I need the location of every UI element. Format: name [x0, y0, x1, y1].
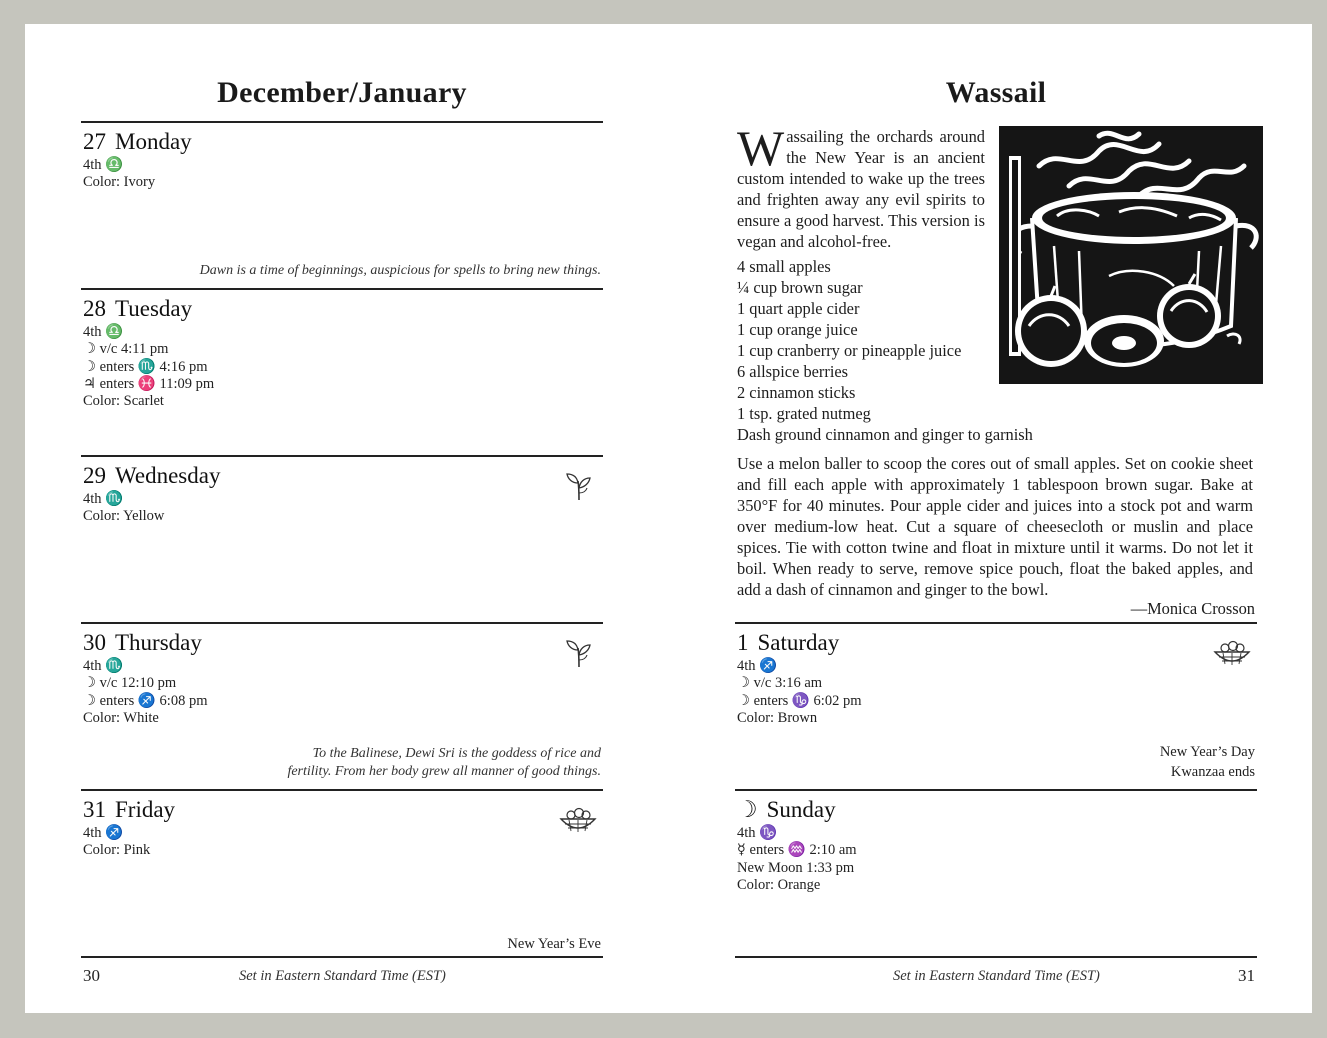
recipe-author: —Monica Crosson [1130, 599, 1255, 618]
day-heading [83, 129, 192, 155]
color-line: Color: Orange [737, 876, 821, 893]
left-page [81, 24, 603, 1013]
moon-phase-line: 4th ♎ [83, 324, 124, 340]
holiday-name: New Year’s Day [1159, 744, 1255, 760]
color-line: Color: Ivory [83, 174, 156, 191]
moon-phase-line: 4th ♐ [737, 658, 778, 674]
page-title: December/January [217, 76, 467, 109]
ingredient: 4 small apples [737, 257, 831, 276]
sprout-icon [565, 471, 593, 501]
day-heading [83, 630, 202, 656]
planet-ingress-line: ☿ enters ♒ 2:10 am [737, 842, 857, 859]
sprout-icon [565, 638, 593, 668]
void-of-course-line: ☽ v/c 3:16 am [737, 675, 823, 692]
day-details [737, 658, 861, 727]
day-details [83, 658, 207, 727]
day-number: 28 [83, 296, 106, 321]
weekday: Thursday [115, 630, 202, 655]
weekday: Sunday [766, 797, 836, 822]
ingredient: 1 quart apple cider [737, 299, 860, 318]
moon-ingress-line: ☽ enters ♑ 6:02 pm [737, 692, 862, 709]
day-heading [83, 296, 192, 322]
day-heading [83, 463, 220, 489]
weekday: Friday [115, 797, 176, 822]
day-entry-29 [81, 457, 603, 623]
book-spread [25, 24, 1312, 1013]
harvest-basket-icon [1213, 640, 1251, 666]
day-number: 31 [83, 797, 106, 822]
new-moon-line: New Moon 1:33 pm [737, 859, 855, 876]
day-entry-2 [735, 791, 1257, 957]
weekday: Tuesday [115, 296, 193, 321]
day-details [83, 491, 164, 526]
recipe-intro [737, 120, 985, 252]
ingredient: 1 tsp. grated nutmeg [737, 404, 871, 423]
day-details [83, 157, 155, 192]
harvest-basket-icon [559, 807, 597, 833]
ingredient: ¼ cup brown sugar [737, 278, 863, 297]
void-of-course-line: ☽ v/c 12:10 pm [83, 675, 177, 692]
day-heading [737, 797, 836, 823]
timezone-footer: Set in Eastern Standard Time (EST) [239, 968, 446, 984]
page-number: 31 [1238, 966, 1255, 985]
note-line: fertility. From her body grew all manner of good things. [287, 764, 601, 779]
day-entry-31 [81, 791, 603, 957]
day-number: 29 [83, 463, 106, 488]
weekday: Wednesday [115, 463, 221, 488]
color-line: Color: Yellow [83, 508, 165, 525]
day-number: ☽ [737, 797, 758, 822]
color-line: Color: Scarlet [83, 393, 164, 410]
ingredient: 1 cup cranberry or pineapple juice [737, 341, 962, 360]
moon-phase-line: 4th ♑ [737, 825, 778, 841]
color-line: Color: Pink [83, 842, 151, 859]
ingredient: 6 allspice berries [737, 362, 849, 381]
recipe-method: Use a melon baller to scoop the cores out of small apples. Set on cookie sheet and fill each apple with approximately 1 tablespoon brown sugar. Bake at 350°F for 40 minutes. Pour apple cider and juices into a stock pot and warm over medium-low heat. Cut a square of cheesecloth or muslin and place spices. Tie with cotton twine and float in mixture until it warms. Do not let it boil. When ready to serve, remove spice pouch, float the baked apples, and add a dash of cinnamon and ginger to the bowl. [737, 454, 1253, 599]
day-heading [83, 797, 175, 823]
day-details [83, 324, 214, 410]
ingredient-list [737, 256, 1077, 445]
moon-ingress-line: ☽ enters ♏ 4:16 pm [83, 358, 208, 375]
intro-first-line: assailing the orchards around [786, 127, 985, 146]
recipe-title: Wassail [945, 76, 1047, 109]
day-details [737, 825, 857, 894]
ingredient: 1 cup orange juice [737, 320, 858, 339]
ingredient: Dash ground cinnamon and ginger to garnish [737, 425, 1033, 444]
moon-phase-line: 4th ♐ [83, 825, 124, 841]
holiday-name: Kwanzaa ends [1170, 764, 1255, 780]
intro-text: the New Year is an ancient custom intended to wake up the trees and frighten away any evil spirits to ensure a good harvest. This version is vegan and alcohol-free. [737, 148, 985, 251]
moon-phase-line: 4th ♎ [83, 157, 124, 173]
right-page [735, 24, 1257, 1013]
day-entry-28 [81, 290, 603, 456]
moon-phase-line: 4th ♏ [83, 491, 124, 507]
divider-rule [81, 956, 603, 958]
weekday: Monday [115, 129, 192, 154]
drop-cap: W [737, 120, 785, 176]
day-number: 27 [83, 129, 106, 154]
note-line: Dawn is a time of beginnings, auspicious for spells to bring new things. [199, 263, 601, 278]
moon-ingress-line: ☽ enters ♐ 6:08 pm [83, 692, 208, 709]
holiday-note [1160, 742, 1255, 782]
page-number: 30 [83, 966, 100, 985]
divider-rule [735, 956, 1257, 958]
color-line: Color: White [83, 709, 159, 726]
color-line: Color: Brown [737, 709, 818, 726]
day-entry-27 [81, 123, 603, 289]
ingredient: 2 cinnamon sticks [737, 383, 856, 402]
planet-ingress-line: ♃ enters ♓ 11:09 pm [83, 375, 215, 392]
note-line: To the Balinese, Dewi Sri is the goddess of rice and [312, 746, 601, 761]
weekday: Saturday [757, 630, 840, 655]
day-number: 1 [737, 630, 749, 655]
moon-phase-line: 4th ♏ [83, 658, 124, 674]
day-details [83, 825, 150, 860]
holiday-name: New Year’s Eve [507, 936, 601, 952]
timezone-footer: Set in Eastern Standard Time (EST) [893, 968, 1100, 984]
day-note [200, 262, 601, 280]
day-entry-30 [81, 624, 603, 790]
day-heading [737, 630, 839, 656]
day-entry-1 [735, 624, 1257, 790]
day-number: 30 [83, 630, 106, 655]
void-of-course-line: ☽ v/c 4:11 pm [83, 341, 169, 358]
holiday-note [507, 934, 601, 954]
day-note [287, 745, 601, 781]
